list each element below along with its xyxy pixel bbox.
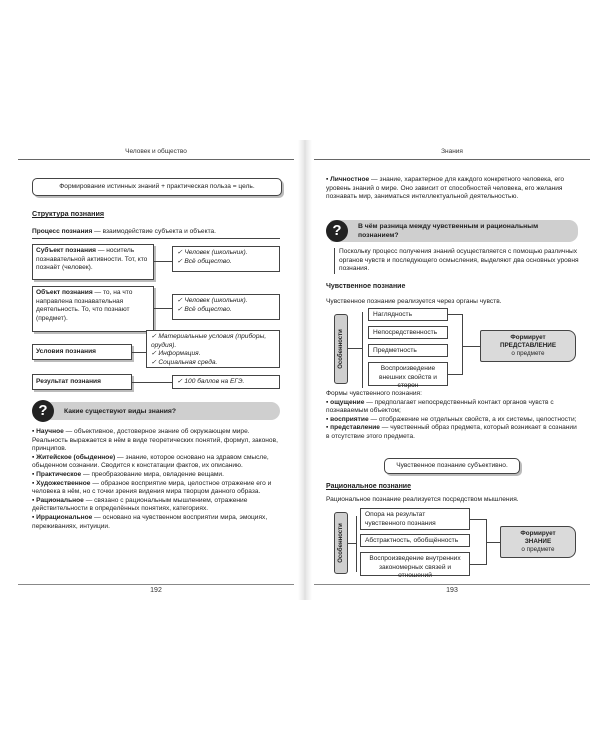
process-definition [32, 228, 282, 237]
subject-term: Субъект познания [36, 247, 96, 254]
process-underline [32, 238, 280, 239]
page-header: Человек и общество [125, 148, 187, 155]
structure-title: Структура познания [32, 209, 105, 218]
result-box [32, 374, 132, 390]
rational-result-box: Формирует ЗНАНИЕ о предмете [500, 526, 576, 558]
connector [362, 312, 363, 388]
connector [154, 308, 172, 309]
question-mark-icon: ? [32, 400, 54, 422]
subject-def: — носитель познавательной активности. Тот, кто познаёт (человек). [36, 247, 148, 272]
conditions-label: Условия познания [36, 348, 97, 355]
footer-rule [314, 584, 590, 585]
object-example-1: ✓ Человек (школьник). [177, 297, 248, 304]
footer-rule [18, 584, 294, 585]
knowledge-kinds-list [32, 428, 282, 531]
page-number: 192 [150, 587, 162, 594]
connector [462, 314, 463, 375]
connector [154, 261, 172, 262]
kind-item: ▪ Рациональное — связано с рациональным мышлением, отражение действительности в определённых понятиях, категориях. [32, 496, 248, 513]
result-label: Результат познания [36, 378, 101, 385]
sensory-feature-1: Наглядность [368, 308, 448, 321]
book-spine [298, 140, 312, 600]
condition-item-3: ✓ Социальная среда. [151, 358, 218, 366]
connector [448, 374, 462, 375]
kind-item: ▪ Практическое — преобразование мира, овладение вещами. [32, 470, 224, 478]
formula-box [32, 178, 282, 196]
sensory-result-box: Формирует ПРЕДСТАВЛЕНИЕ о предмете [480, 330, 576, 362]
connector [132, 382, 172, 383]
sensory-feature-2: Непосредственность [368, 326, 448, 339]
question-banner [36, 402, 280, 420]
subject-box [32, 244, 154, 280]
question-banner [330, 220, 578, 242]
subjective-note: Чувственное познание субъективно. [396, 462, 508, 469]
connector [448, 314, 462, 315]
object-term: Объект познания [36, 289, 93, 296]
rational-feature-1: Опора на результат чувственного познания [360, 508, 470, 530]
header-rule [314, 159, 590, 160]
sensory-forms: Формы чувственного познания: ▪ ощущение — предполагает непосредственный контакт органов чувств с познаваемым объектом; ▪ восприятие — отображение не отдельных свойств, а их системы, целостности; ▪ представление — чувственный образ предмета, который возникает в сознании в отсутствие этого предмета. [326, 390, 577, 440]
sensory-feature-3: Предметность [368, 344, 448, 357]
connector [462, 346, 480, 347]
rational-title: Рациональное познание [326, 483, 412, 490]
kind-item: ▪ Житейское (обыденное) — знание, которое основано на здравом смысле, обыденном сознании. Сводится к констатации фактов, их описанию. [32, 453, 269, 470]
condition-item-2: ✓ Информация. [151, 350, 201, 358]
connector [470, 519, 486, 520]
sensory-title: Чувственное познание [326, 283, 406, 290]
question-text: Какие существуют виды знания? [64, 408, 177, 415]
condition-item-1: ✓ Материальные условия (приборы, орудия). [151, 333, 267, 349]
right-page [314, 148, 590, 594]
header-rule [18, 159, 294, 160]
subjective-note-box [384, 458, 520, 474]
connector [470, 564, 486, 565]
connector [486, 542, 500, 543]
connector [356, 516, 357, 572]
object-box [32, 286, 154, 332]
personal-def: — знание, характерное для каждого конкретного человека, его уровень знаний о мире. Оно зависит от способностей человека, его желания познавать мир, заниматься интеллектуальной деятельностью. [326, 176, 565, 201]
question-mark-icon: ? [326, 220, 348, 242]
connector [348, 543, 356, 544]
page-number: 193 [446, 587, 458, 594]
rational-features-label: Особенности [334, 512, 348, 574]
personal-knowledge: ▪ Личностное — знание, характерное для каждого конкретного человека, его уровень знаний о мире. Оно зависит от способностей человека, его желания познавать мир, заниматься интеллектуальной деятельностью. [326, 176, 565, 201]
conditions-list-box [146, 330, 280, 368]
rational-feature-3: Воспроизведение внутренних закономерных связей и отношений [360, 552, 470, 576]
result-example-box: ✓ 100 баллов на ЕГЭ. [172, 375, 280, 389]
conditions-box [32, 344, 132, 360]
object-examples-box [172, 294, 280, 320]
connector [132, 352, 146, 353]
sensory-features-label: Особенности [334, 314, 348, 384]
rational-feature-2: Абстрактность, обобщённость [360, 534, 470, 547]
formula-text: Формирование истинных знаний + практическая польза = цель. [59, 183, 255, 190]
rational-text: Рациональное познание реализуется посредством мышления. [326, 496, 519, 503]
subject-example-1: ✓ Человек (школьник). [177, 249, 248, 256]
kind-item: ▪ Художественное — образное восприятие мира, целостное отражение его и человека в нём, но с точки зрения видения мира творцом данного образа. [32, 479, 272, 496]
connector [348, 348, 362, 349]
kind-item: ▪ Научное — объективное, достоверное знание об окружающем мире. Реальность выражается в нём в виде теоретических понятий, формул, законов, принципов. [32, 428, 278, 453]
object-example-2: ✓ Всё общество. [177, 305, 232, 313]
page-header: Знания [441, 148, 463, 155]
process-def: — взаимодействие субъекта и объекта. [92, 228, 217, 235]
sensory-feature-4: Воспроизведение внешних свойств и сторон [368, 362, 448, 386]
kind-item: ▪ Иррациональное — основано на чувственном восприятии мира, эмоциях, переживаниях, интуиции. [32, 513, 268, 530]
process-term: Процесс познания [32, 228, 93, 235]
object-def: — то, на что направлена познавательная деятельность. То, что познают (предмет). [36, 289, 133, 322]
sensory-text: Чувственное познание реализуется через органы чувств. [326, 298, 502, 305]
result-example: 100 баллов на ЕГЭ. [184, 378, 245, 385]
subject-examples-box [172, 246, 280, 272]
subject-example-2: ✓ Всё общество. [177, 257, 232, 265]
question-text: В чём разница между чувственным и рациональным познанием? [358, 223, 539, 239]
personal-term: Личностное [330, 176, 370, 183]
left-page [18, 148, 294, 594]
intro-text: Поскольку процесс получения знаний осуществляется с помощью различных органов чувств и последующего осмысления, выделяют два основных уровня познания. [334, 248, 585, 274]
